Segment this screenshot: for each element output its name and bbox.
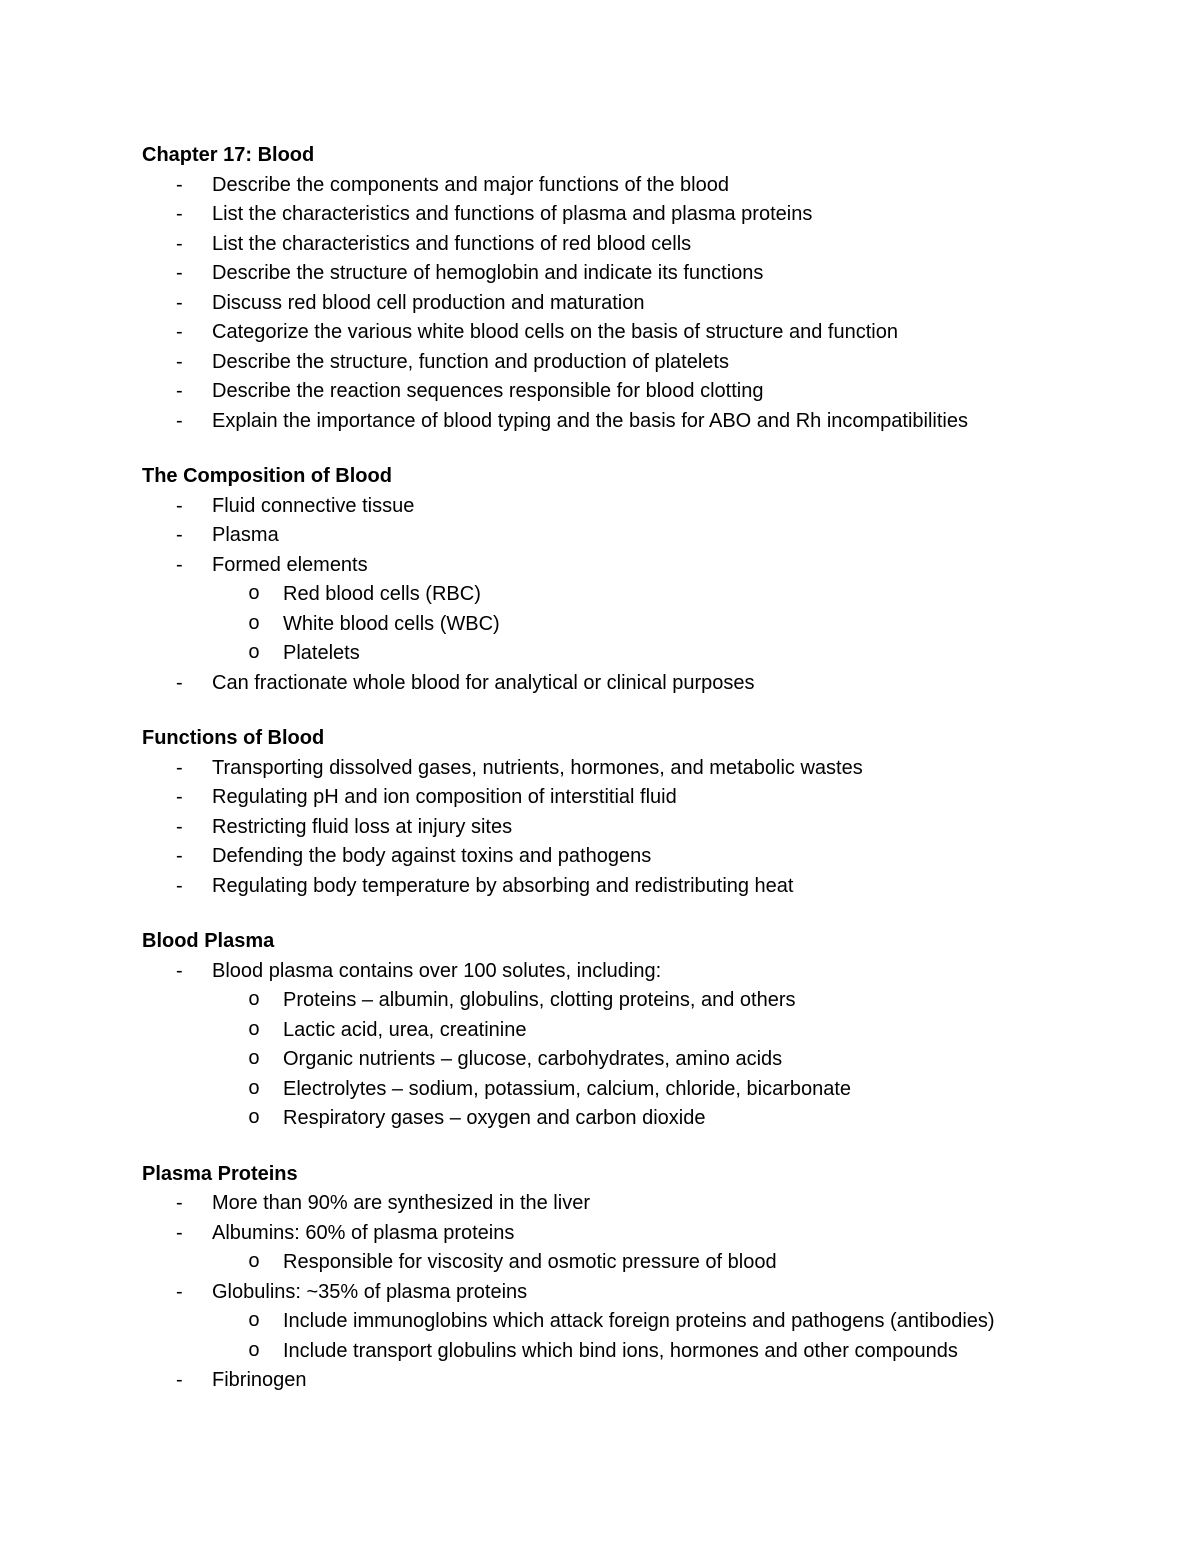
dash-bullet-icon: -	[176, 671, 183, 694]
list-item-text: Can fractionate whole blood for analytical or clinical purposes	[212, 671, 755, 694]
list-item-text: Formed elements	[212, 553, 368, 576]
sub-list-item-text: Lactic acid, urea, creatinine	[283, 1018, 527, 1041]
dash-bullet-icon: -	[176, 380, 183, 402]
list-item	[142, 200, 1122, 230]
dash-bullet-icon: -	[176, 494, 183, 517]
sub-list	[212, 580, 1122, 669]
section	[142, 462, 1122, 698]
list-item-text: Restricting fluid loss at injury sites	[212, 815, 513, 838]
sub-list-item-text: Proteins – albumin, globulins, clotting proteins, and others	[283, 989, 796, 1011]
section	[142, 1160, 1122, 1396]
sub-list	[212, 986, 1122, 1134]
sub-list-item-text: Electrolytes – sodium, potassium, calcium, chloride, bicarbonate	[283, 1077, 852, 1100]
section-heading: Chapter 17: Blood	[142, 144, 315, 166]
list-item	[142, 521, 1122, 551]
section-heading: The Composition of Blood	[142, 465, 392, 487]
list-item-text: Describe the structure, function and production of platelets	[212, 350, 729, 373]
circle-bullet-icon: o	[248, 583, 261, 606]
list-item-text: Describe the structure of hemoglobin and indicate its functions	[212, 262, 764, 284]
sub-list-item	[142, 1045, 1122, 1075]
list-item	[142, 669, 1122, 699]
list-item-text: Describe the components and major functions of the blood	[212, 173, 729, 196]
list-item-text: Blood plasma contains over 100 solutes, including:	[212, 959, 662, 982]
sub-list-item	[142, 1307, 1122, 1337]
dash-bullet-icon: -	[176, 409, 183, 432]
list-item-text: Regulating pH and ion composition of interstitial fluid	[212, 786, 677, 808]
section-heading: Blood Plasma	[142, 930, 275, 952]
list-item	[142, 842, 1122, 872]
dash-bullet-icon: -	[176, 815, 183, 838]
sub-list-item-text: Include transport globulins which bind ions, hormones and other compounds	[283, 1339, 958, 1362]
sub-list-item	[142, 986, 1122, 1016]
sub-list-item-text: Organic nutrients – glucose, carbohydrates, amino acids	[283, 1048, 783, 1070]
list-item	[142, 783, 1122, 813]
list-item	[142, 813, 1122, 843]
dash-bullet-icon: -	[176, 1192, 183, 1214]
circle-bullet-icon: o	[248, 1018, 261, 1042]
list-item	[142, 551, 1122, 669]
document-body	[142, 141, 1122, 1396]
sub-list-item	[142, 610, 1122, 640]
sub-list-item-text: Red blood cells (RBC)	[283, 583, 481, 605]
dash-bullet-icon: -	[176, 203, 183, 225]
dash-bullet-icon: -	[176, 350, 183, 373]
sub-list-item	[142, 1248, 1122, 1278]
dash-bullet-icon: -	[176, 1280, 183, 1303]
sub-list	[212, 1248, 1122, 1278]
bullet-list	[142, 957, 1122, 1134]
list-item	[142, 957, 1122, 1134]
dash-bullet-icon: -	[176, 1221, 183, 1244]
bullet-list	[142, 171, 1122, 437]
list-item	[142, 754, 1122, 784]
sub-list-item-text: Include immunoglobins which attack foreign proteins and pathogens (antibodies)	[283, 1310, 995, 1332]
circle-bullet-icon: o	[248, 1048, 261, 1071]
section-heading: Plasma Proteins	[142, 1162, 298, 1185]
list-item	[142, 289, 1122, 319]
list-item-text: Albumins: 60% of plasma proteins	[212, 1221, 515, 1244]
sub-list-item	[142, 1016, 1122, 1046]
sub-list-item-text: Respiratory gases – oxygen and carbon dioxide	[283, 1107, 706, 1129]
dash-bullet-icon: -	[176, 232, 183, 255]
sub-list-item	[142, 580, 1122, 610]
list-item-text: List the characteristics and functions of red blood cells	[212, 232, 692, 255]
list-item-text: Fluid connective tissue	[212, 494, 415, 517]
sub-list-item	[142, 639, 1122, 669]
circle-bullet-icon: o	[248, 989, 261, 1012]
dash-bullet-icon: -	[176, 845, 183, 867]
list-item	[142, 1189, 1122, 1219]
list-item	[142, 1219, 1122, 1278]
dash-bullet-icon: -	[176, 553, 183, 576]
dash-bullet-icon: -	[176, 321, 183, 343]
list-item	[142, 230, 1122, 260]
dash-bullet-icon: -	[176, 874, 183, 897]
list-item	[142, 259, 1122, 289]
list-item	[142, 872, 1122, 902]
dash-bullet-icon: -	[176, 262, 183, 284]
document-page	[142, 141, 1122, 1422]
dash-bullet-icon: -	[176, 173, 183, 196]
circle-bullet-icon: o	[248, 1339, 261, 1363]
bullet-list	[142, 1189, 1122, 1396]
circle-bullet-icon: o	[248, 1107, 261, 1130]
circle-bullet-icon: o	[248, 1310, 261, 1333]
dash-bullet-icon: -	[176, 291, 183, 314]
section	[142, 927, 1122, 1134]
sub-list-item	[142, 1337, 1122, 1367]
sub-list-item-text: White blood cells (WBC)	[283, 612, 500, 635]
sub-list-item-text: Platelets	[283, 642, 360, 664]
list-item-text: Categorize the various white blood cells on the basis of structure and function	[212, 321, 898, 343]
list-item	[142, 318, 1122, 348]
list-item	[142, 1278, 1122, 1367]
dash-bullet-icon: -	[176, 756, 183, 779]
sub-list-item	[142, 1104, 1122, 1134]
dash-bullet-icon: -	[176, 959, 183, 982]
list-item-text: Fibrinogen	[212, 1369, 307, 1391]
list-item-text: More than 90% are synthesized in the liver	[212, 1192, 590, 1214]
list-item	[142, 377, 1122, 407]
circle-bullet-icon: o	[248, 612, 261, 636]
list-item-text: Discuss red blood cell production and maturation	[212, 291, 645, 314]
sub-list	[212, 1307, 1122, 1366]
circle-bullet-icon: o	[248, 1077, 261, 1101]
list-item	[142, 407, 1122, 437]
list-item-text: Transporting dissolved gases, nutrients, hormones, and metabolic wastes	[212, 756, 863, 779]
list-item-text: Plasma	[212, 524, 279, 546]
sub-list-item-text: Responsible for viscosity and osmotic pressure of blood	[283, 1251, 777, 1273]
list-item	[142, 1366, 1122, 1396]
list-item-text: Defending the body against toxins and pathogens	[212, 845, 652, 867]
list-item	[142, 171, 1122, 201]
bullet-list	[142, 754, 1122, 902]
section	[142, 724, 1122, 901]
circle-bullet-icon: o	[248, 642, 261, 665]
list-item-text: List the characteristics and functions of plasma and plasma proteins	[212, 203, 813, 225]
dash-bullet-icon: -	[176, 524, 183, 546]
list-item-text: Globulins: ~35% of plasma proteins	[212, 1280, 528, 1303]
dash-bullet-icon: -	[176, 786, 183, 808]
list-item-text: Regulating body temperature by absorbing and redistributing heat	[212, 874, 794, 897]
list-item	[142, 492, 1122, 522]
list-item-text: Explain the importance of blood typing and the basis for ABO and Rh incompatibilities	[212, 409, 968, 432]
list-item	[142, 348, 1122, 378]
section-heading: Functions of Blood	[142, 727, 325, 749]
list-item-text: Describe the reaction sequences responsible for blood clotting	[212, 380, 764, 402]
circle-bullet-icon: o	[248, 1251, 261, 1274]
sub-list-item	[142, 1075, 1122, 1105]
dash-bullet-icon: -	[176, 1369, 183, 1391]
section	[142, 141, 1122, 436]
bullet-list	[142, 492, 1122, 699]
